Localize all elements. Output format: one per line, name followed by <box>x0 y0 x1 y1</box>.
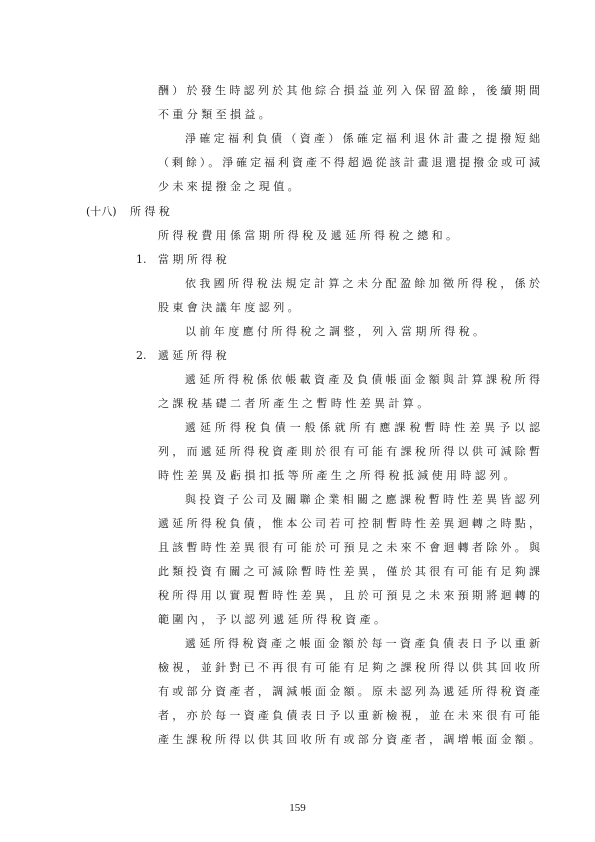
page-number: 159 <box>289 802 306 814</box>
paragraph-line: 且該暫時性差異很有可能於可預見之未來不會迴轉者除外。與 <box>158 541 540 554</box>
paragraph-line: 檢視，並針對已不再很有可能有足夠之課稅所得以供其回收所 <box>158 661 540 674</box>
paragraph-line: 列，而遞延所得稅資產則於很有可能有課稅所得以供可減除暫 <box>158 445 540 458</box>
paragraph-line: 與投資子公司及關聯企業相關之應課稅暫時性差異皆認列 <box>185 493 540 506</box>
paragraph-line: 酬）於發生時認列於其他綜合損益並列入保留盈餘，後續期間 <box>158 84 540 97</box>
paragraph-line: 淨確定福利負債（資產）係確定福利退休計畫之提撥短絀 <box>185 132 540 145</box>
paragraph-line: 遞延所得稅負債，惟本公司若可控制暫時性差異迴轉之時點， <box>158 517 540 530</box>
paragraph-line: 範圍內，予以認列遞延所得稅資產。 <box>158 613 389 626</box>
paragraph-line: 產生課稅所得以供其回收所有或部分資產者，調增帳面金額。 <box>158 733 540 746</box>
paragraph-line: 遞延所得稅係依帳載資產及負債帳面金額與計算課稅所得 <box>185 373 540 386</box>
paragraph-line: 稅所得用以實現暫時性差異，且於可預見之未來預期將迴轉的 <box>158 589 540 602</box>
item-number: 2. <box>136 349 147 362</box>
paragraph-line: （剩餘）。淨確定福利資產不得超過從該計畫退還提撥金或可減 <box>158 156 540 169</box>
paragraph-line: 不重分類至損益。 <box>158 108 274 121</box>
paragraph-line: 此類投資有關之可減除暫時性差異，僅於其很有可能有足夠課 <box>158 565 540 578</box>
paragraph-line: 少未來提撥金之現值。 <box>158 180 302 193</box>
paragraph-line: 之課稅基礎二者所產生之暫時性差異計算。 <box>158 397 432 410</box>
item-title: 遞延所得稅 <box>158 349 230 362</box>
paragraph-line: 遞延所得稅資產之帳面金額於每一資產負債表日予以重新 <box>185 637 540 650</box>
section-title: 所得稅 <box>130 205 174 218</box>
paragraph-line: 者，亦於每一資產負債表日予以重新檢視，並在未來很有可能 <box>158 709 540 722</box>
paragraph-line: 時性差異及虧損扣抵等所產生之所得稅抵減使用時認列。 <box>158 469 518 482</box>
paragraph-line: 依我國所得稅法規定計算之未分配盈餘加徵所得稅，係於 <box>185 277 540 290</box>
section-intro: 所得稅費用係當期所得稅及遞延所得稅之總和。 <box>158 229 461 242</box>
paragraph-line: 遞延所得稅負債一般係就所有應課稅暫時性差異予以認 <box>185 421 540 434</box>
section-number: (十八) <box>86 205 117 218</box>
paragraph-line: 股東會決議年度認列。 <box>158 301 302 314</box>
item-number: 1. <box>136 253 147 266</box>
paragraph-line: 以前年度應付所得稅之調整，列入當期所得稅。 <box>185 325 488 338</box>
paragraph-line: 有或部分資產者，調減帳面金額。原未認列為遞延所得稅資產 <box>158 685 540 698</box>
item-title: 當期所得稅 <box>158 253 230 266</box>
